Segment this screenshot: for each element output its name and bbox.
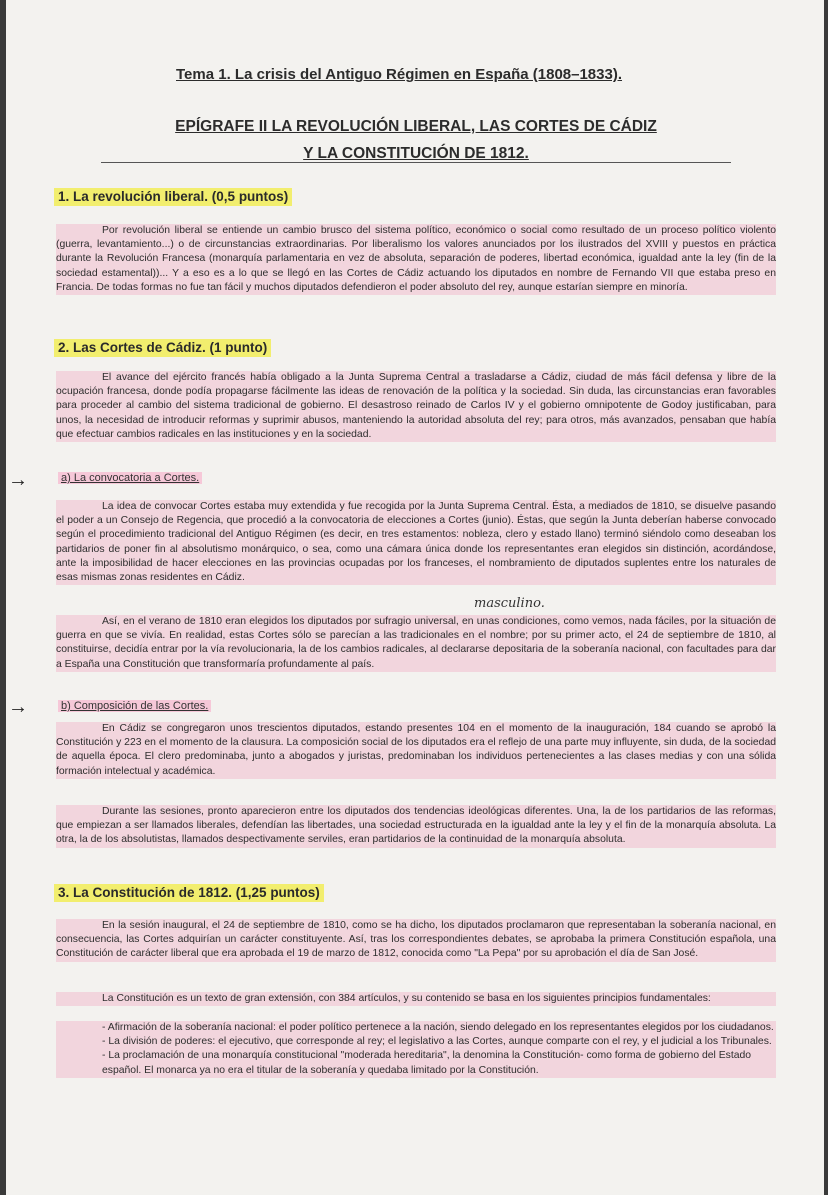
subsection-a-paragraph-2: Así, en el verano de 1810 eran elegidos los diputados por sufragio universal, en unas condiciones, como vemos, nada fáciles, por la situación de guerra en que se vivía. En realidad, estas Cortes sólo se parecían a las tradicionales en el nombre; por su primer acto, el 24 de septiembre de 1810, al constituirse, decidía entrar por la vía revolucionaria, la de los cambios radicales, al declararse depositaria de la soberanía nacional, con facultades para dar a España una Constitución que transformaría profundamente al país. (56, 615, 776, 672)
epigraph-title (66, 113, 766, 167)
subsection-b-body-1 (56, 722, 776, 779)
subsection-a-paragraph-1: La idea de convocar Cortes estaba muy extendida y fue recogida por la Junta Suprema Central. Ésta, a mediados de 1810, se disuelve pasando el poder a un Consejo de Regencia, que procedió a la convocatoria de elecciones a Cortes (junio). Éstas, que según la Junta deberían haberse convocado según el procedimiento tradicional del Antiguo Régimen (es decir, en tres estamentos: nobleza, clero y estado llano) terminó siéndolo como deseaban los partidarios de poner fin al absolutismo monárquico, o sea, como una cámara única donde los representantes eran elegidos sin distinción, acordándose, ante la imposibilidad de hacer elecciones en las provincias ocupadas por los franceses, el nombramiento de diputados suplentes entre los naturales de esas mismas zonas residentes en Cádiz. (56, 500, 776, 585)
document-page (6, 0, 824, 1195)
section-2-paragraph: El avance del ejército francés había obligado a la Junta Suprema Central a trasladarse a Cádiz, ciudad de más fácil defensa y libre de la ocupación francesa, donde podía propagarse fácilmente las ideas de renovación de la política y la sociedad. Sin duda, las circunstancias eran favorables para proceder al cambio del sistema tradicional de gobierno. El desastroso reinado de Carlos IV y el gobierno omnipotente de Godoy justificaban, para unos, la necesidad de introducir reformas y suprimir abusos, manteniendo la autoridad absoluta del rey; para otros, más avanzados, pensaban que había que efectuar cambios radicales en las instituciones y en la sociedad. (56, 371, 776, 442)
section-1-heading: 1. La revolución liberal. (0,5 puntos) (54, 188, 292, 206)
section-3-heading: 3. La Constitución de 1812. (1,25 puntos) (54, 884, 324, 902)
subsection-a-body-1 (56, 500, 776, 585)
section-3-body-2 (56, 992, 776, 1006)
title-divider (101, 162, 731, 163)
section-2-heading: 2. Las Cortes de Cádiz. (1 punto) (54, 339, 271, 357)
section-1-paragraph: Por revolución liberal se entiende un cambio brusco del sistema político, económico o social como resultado de un proceso político violento (guerra, levantamiento...) o de circunstancias extraordinarias. Por liberalismo los valores anunciados por los ilustrados del XVIII y puestos en práctica durante la Revolución Francesa (monarquía parlamentaria en vez de absoluta, separación de poderes, libertad económica, igualdad ante la ley (fin de la sociedad estamental))... Y a eso es a lo que se llegó en las Cortes de Cádiz actuando los diputados en nombre de Fernando VII que estaba preso en Francia. De todas formas no fue tan fácil y muchos diputados defendieron el poder absoluto del rey, aunque estarían siempre en minoría. (56, 224, 776, 295)
subsection-a-heading: a) La convocatoria a Cortes. (58, 472, 202, 484)
handwritten-note: masculino. (474, 596, 545, 611)
margin-arrow-icon: → (8, 469, 28, 491)
section-2-body (56, 371, 776, 442)
epigraph-title-line-1: EPÍGRAFE II LA REVOLUCIÓN LIBERAL, LAS CORTES DE CÁDIZ (175, 118, 657, 135)
subsection-a-body-2 (56, 615, 776, 672)
list-item: - La división de poderes: el ejecutivo, que corresponde al rey; el legislativo a las Cortes, aunque comparte con el rey, y el judicial a los Tribunales. (56, 1035, 776, 1049)
epigraph-title-line-2: Y LA CONSTITUCIÓN DE 1812. (303, 145, 529, 162)
list-item: - Afirmación de la soberanía nacional: el poder político pertenece a la nación, siendo delegado en los representantes elegidos por los ciudadanos. (56, 1021, 776, 1035)
subsection-b-paragraph-2: Durante las sesiones, pronto aparecieron entre los diputados dos tendencias ideológicas diferentes. Una, la de los partidarios de las reformas, que empiezan a ser llamados liberales, defendían las libertades, una sociedad estructurada en la igualdad ante la ley y el fin de la monarquía absoluta. La otra, la de los absolutistas, llamados despectivamente serviles, eran partidarios de la continuidad de la monarquía absoluta. (56, 805, 776, 848)
section-1-body (56, 224, 776, 295)
list-item: - La proclamación de una monarquía constitucional "moderada hereditaria", la denomina la Constitución- como forma de gobierno del Estado español. El monarca ya no era el titular de la soberanía y quedaba limitado por la Constitución. (56, 1049, 776, 1077)
subsection-b-heading: b) Composición de las Cortes. (58, 700, 211, 712)
document-title: Tema 1. La crisis del Antiguo Régimen en España (1808–1833). (176, 66, 623, 83)
principles-list (56, 1021, 776, 1078)
subsection-b-body-2 (56, 805, 776, 848)
section-3-paragraph-2: La Constitución es un texto de gran extensión, con 384 artículos, y su contenido se basa en los siguientes principios fundamentales: (56, 992, 776, 1006)
section-3-body-1 (56, 919, 776, 962)
margin-arrow-icon: → (8, 696, 28, 718)
subsection-b-paragraph-1: En Cádiz se congregaron unos trescientos diputados, estando presentes 104 en el momento de la inauguración, 184 cuando se aprobó la Constitución y 223 en el momento de la clausura. La composición social de los diputados era el reflejo de una parte muy influyente, sin duda, de la sociedad de aquella época. El clero predominaba, junto a abogados y juristas, predominaban los individuos pertenecientes a las clases medias y con una sólida formación intelectual y académica. (56, 722, 776, 779)
section-3-paragraph-1: En la sesión inaugural, el 24 de septiembre de 1810, como se ha dicho, los diputados proclamaron que representaban la soberanía nacional, en consecuencia, las Cortes adquirían un carácter constituyente. Así, tras los correspondientes debates, se aprobaba la primera Constitución española, una Constitución de carácter liberal que era aprobada el 19 de marzo de 1812, conocida como "La Pepa" por su aprobación el día de San José. (56, 919, 776, 962)
